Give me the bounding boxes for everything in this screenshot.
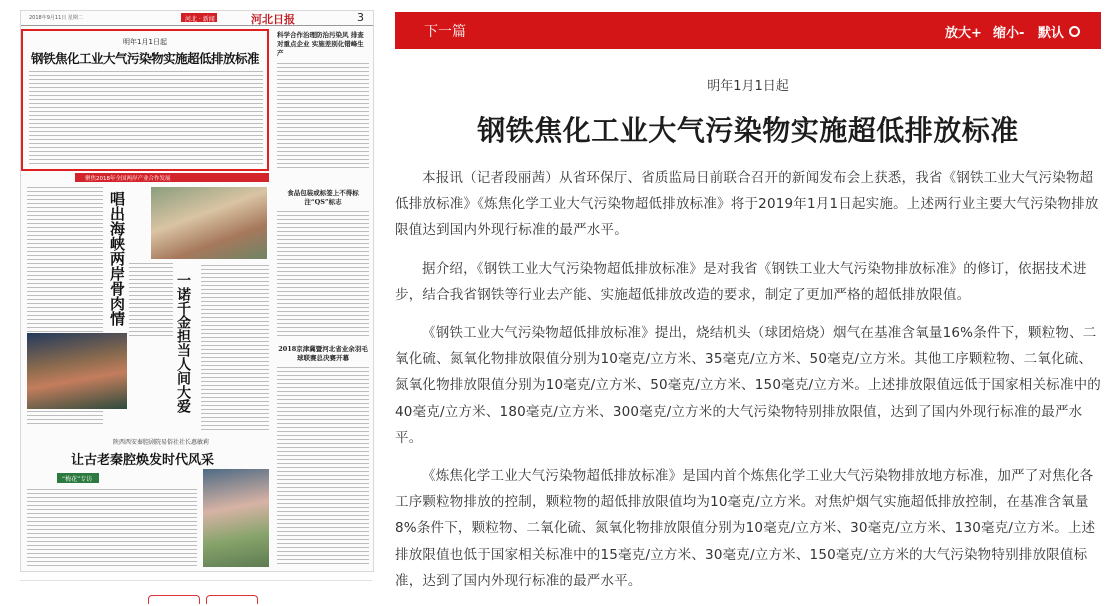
lead-body-text [29,71,263,165]
article-title: 钢铁焦化工业大气污染物实施超低排放标准 [477,114,1019,147]
column-text-3 [201,265,269,431]
masthead-date: 2018年9月11日 星期二 [29,15,83,21]
vertical-headline-1[interactable]: 唱出海峡两岸骨肉情 [108,191,126,326]
section-banner: 聚焦2018年全国两岸产业合作发展 [75,173,269,182]
article-paragraph: 本报讯（记者段丽茜）从省环保厅、省质监局日前联合召开的新闻发布会上获悉，我省《钢铁工业大气污染物超低排放标准》《炼焦化学工业大气污染物超低排放标准》将于2019年1月1日起实施。上述两行业主要大气污染物排放限值达到国内外现行标准的最严水平。 [395,170,1099,239]
article-body [395,165,1101,606]
article-subtitle: 明年1月1日起 [707,79,789,94]
bottom-headline[interactable]: 让古老秦腔焕发时代风采 [71,453,215,468]
zoom-out-button[interactable]: 缩小- [993,26,1025,41]
brief-body-text [277,211,369,339]
default-size-icon[interactable] [1069,26,1080,37]
article-photo-portrait [203,469,269,567]
zoom-in-button[interactable]: 放大+ [945,26,982,41]
side-body-text [277,63,369,171]
newspaper-masthead [21,11,373,26]
default-size-button[interactable]: 默认 [1038,26,1065,41]
vertical-headline-2[interactable]: 一诺千金担当人间大爱 [175,273,191,413]
lead-kicker: 明年1月1日起 [123,38,167,46]
bottom-body-text [27,489,197,567]
article-paragraph: 《炼焦化学工业大气污染物超低排放标准》是国内首个炼焦化学工业大气污染物排放地方标准，加严了对焦化各工序颗粒物排放的控制，颗粒物的超低排放限值均为10毫克/立方米。对焦炉烟气实施超低排放控制，在基准含氧量8%条件下，颗粒物、二氧化硫、氮氧化物排放限值分别为10毫克/立方米、30毫克/立方米、130毫克/立方米。上述排放限值也低于国家相关标准中的15毫克/立方米、30毫克/立方米、150毫克/立方米的大气污染物特别排放限值标准，达到了国内外现行标准的最严水平。 [395,468,1096,589]
page-thumbnail-strip [20,580,372,601]
article-toolbar [395,12,1101,49]
newspaper-page[interactable] [20,10,374,572]
mid-headline[interactable]: 2018京津冀暨河北省业余羽毛球联赛总决赛开幕 [278,345,368,362]
masthead-logo: 河北日报 [251,13,295,26]
column-text-2 [129,263,173,337]
bottom-kicker: 陕西西安秦腔剧院易俗社社长惠敏莉 [113,439,210,446]
selected-article-region[interactable] [21,29,269,171]
article-photo-group [151,187,267,259]
article-photo-stage [27,333,127,409]
page-number: 3 [357,11,364,24]
next-article-link[interactable]: 下一篇 [424,24,466,40]
side-headline[interactable]: 科学合作治理防治污染风 排查对重点企业 实施差别化错峰生产 [277,31,364,57]
article-paragraph: 据介绍，《钢铁工业大气污染物超低排放标准》是对我省《钢铁工业大气污染物排放标准》的修订，依据技术进步，结合我省钢铁等行业去产能、实施超低排放改造的要求，制定了更加严格的超低排放限值。 [395,260,1087,303]
section-pill: “梅花”专访 [57,473,99,483]
mid-body-text [277,367,369,567]
brief-headline[interactable]: 食品包装或标签上不得标注“QS”标志 [287,189,359,206]
lead-headline: 钢铁焦化工业大气污染物实施超低排放标准 [30,51,259,66]
masthead-badge: 河北 · 新闻 [181,13,217,22]
article-paragraph: 《钢铁工业大气污染物超低排放标准》提出，烧结机头（球团焙烧）烟气在基准含氧量16%条件下，颗粒物、二氧化硫、氮氧化物排放限值分别为10毫克/立方米、35毫克/立方米、50毫克/立方米。其他工序颗粒物、二氧化硫、氮氧化物排放限值分别为10毫克/立方米、50毫克/立方米、150毫克/立方米。上述排放限值远低于国家相关标准中的40毫克/立方米、180毫克/立方米、300毫克/立方米的大气污染物特别排放限值，达到了国内外现行标准的最严水平。 [395,325,1101,446]
